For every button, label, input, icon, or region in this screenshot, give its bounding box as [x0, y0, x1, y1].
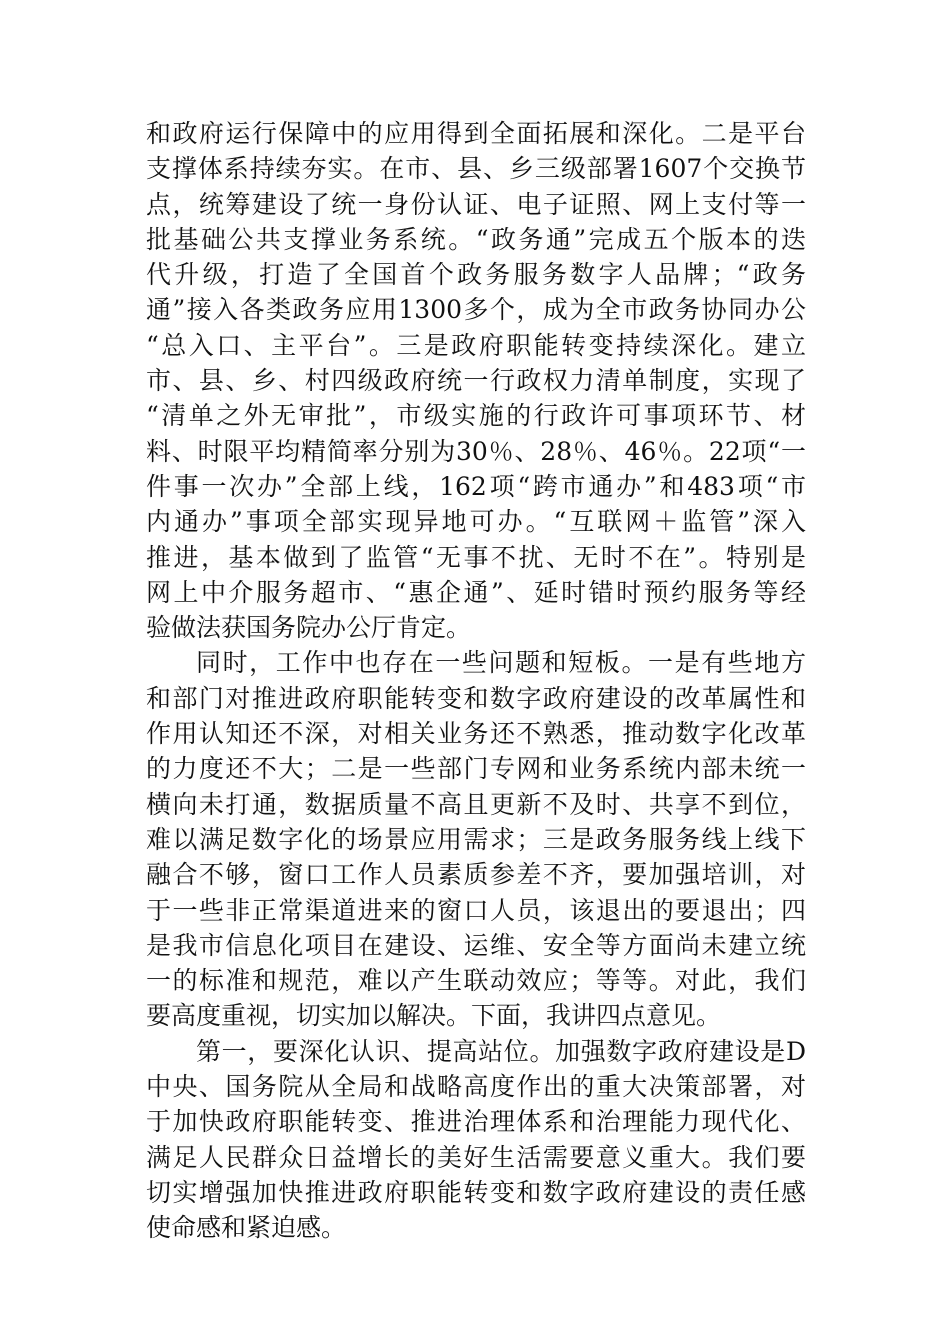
text-line: 难以满足数字化的场景应用需求；三是政务服务线上线下: [146, 824, 806, 854]
text-line: 使命感和紧迫感。: [146, 1213, 347, 1243]
text-line: 内通办”事项全部实现异地可办。“互联网＋监管”深入: [146, 507, 806, 537]
text-line: 于加快政府职能转变、推进治理体系和治理能力现代化、: [146, 1107, 806, 1137]
text-line: 批基础公共支撑业务系统。“政务通”完成五个版本的迭: [146, 224, 806, 254]
text-line: 的力度还不大；二是一些部门专网和业务系统内部未统一: [146, 754, 806, 784]
text-line: 横向未打通，数据质量不高且更新不及时、共享不到位，: [146, 789, 806, 819]
text-line: 和部门对推进政府职能转变和数字政府建设的改革属性和: [146, 683, 806, 713]
text-line: 验做法获国务院办公厅肯定。: [146, 613, 472, 643]
text-line: “总入口、主平台”。三是政府职能转变持续深化。建立: [146, 330, 806, 360]
text-line: 满足人民群众日益增长的美好生活需要意义重大。我们要: [146, 1142, 806, 1172]
text-line: 料、时限平均精简率分别为30％、28％、46％。22项“一: [146, 436, 806, 466]
text-line: 融合不够，窗口工作人员素质参差不齐，要加强培训，对: [146, 860, 806, 890]
text-line: 推进，基本做到了监管“无事不扰、无时不在”。特别是: [146, 542, 806, 572]
text-line: 切实增强加快推进政府职能转变和数字政府建设的责任感: [146, 1177, 806, 1207]
text-line: 和政府运行保障中的应用得到全面拓展和深化。二是平台: [146, 119, 806, 148]
text-line: 作用认知还不深，对相关业务还不熟悉，推动数字化改革: [146, 719, 806, 749]
text-line: 市、县、乡、村四级政府统一行政权力清单制度，实现了: [146, 366, 806, 396]
paragraph-first-line: 同时，工作中也存在一些问题和短板。一是有些地方: [196, 648, 806, 678]
text-line: 要高度重视，切实加以解决。下面，我讲四点意见。: [146, 1001, 722, 1031]
paragraph-first-line: 第一，要深化认识、提高站位。加强数字政府建设是D: [196, 1036, 806, 1066]
document-body-text: [146, 116, 806, 1246]
text-line: 是我市信息化项目在建设、运维、安全等方面尚未建立统: [146, 930, 806, 960]
text-line: 于一些非正常渠道进来的窗口人员，该退出的要退出；四: [146, 895, 806, 925]
text-line: 代升级，打造了全国首个政务服务数字人品牌；“政务: [146, 260, 806, 290]
text-line: “清单之外无审批”，市级实施的行政许可事项环节、材: [146, 401, 806, 431]
text-line: 支撑体系持续夯实。在市、县、乡三级部署1607个交换节: [146, 154, 806, 184]
text-line: 中央、国务院从全局和战略高度作出的重大决策部署，对: [146, 1072, 806, 1102]
text-line: 件事一次办”全部上线，162项“跨市通办”和483项“市: [146, 471, 806, 501]
text-line: 一的标准和规范，难以产生联动效应；等等。对此，我们: [146, 966, 806, 996]
text-line: 通”接入各类政务应用1300多个，成为全市政务协同办公: [146, 295, 806, 325]
text-line: 点，统筹建设了统一身份认证、电子证照、网上支付等一: [146, 189, 806, 219]
text-line: 网上中介服务超市、“惠企通”、延时错时预约服务等经: [146, 577, 806, 607]
